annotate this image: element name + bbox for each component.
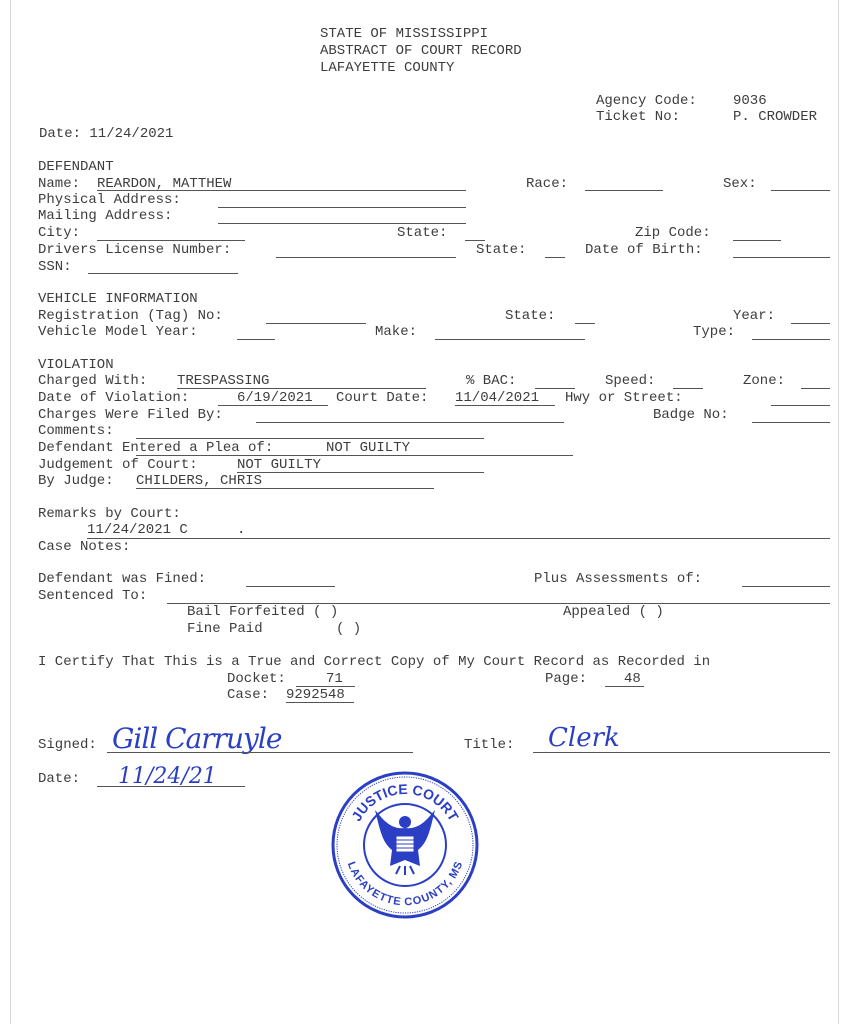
certify-statement: I Certify That This is a True and Correct Copy of My Court Record as Recorded in: [38, 654, 711, 670]
speed-label: Speed:: [605, 373, 656, 389]
speed-underline: [673, 388, 703, 389]
filed-by-label: Charges Were Filed By:: [38, 407, 223, 423]
drivers-license-underline: [276, 257, 456, 258]
signed-date-label: Date:: [38, 771, 81, 787]
model-year-underline: [237, 339, 275, 340]
signed-label: Signed:: [38, 737, 97, 753]
date-handwriting: 11/24/21: [118, 764, 217, 789]
ssn-underline: [88, 273, 238, 274]
drivers-license-label: Drivers License Number:: [38, 242, 232, 258]
agency-code-value: 9036: [733, 93, 767, 109]
mailing-address-label: Mailing Address:: [38, 208, 173, 224]
plea-value: NOT GUILTY: [326, 440, 411, 456]
city-label: City:: [38, 225, 81, 241]
assessments-underline: [742, 586, 830, 587]
fine-paid-label: Fine Paid: [187, 621, 263, 637]
ticket-no-label: Ticket No:: [596, 109, 681, 125]
plea-label: Defendant Entered a Plea of:: [38, 440, 274, 456]
name-value: REARDON, MATTHEW: [97, 176, 232, 192]
page-underline: [605, 686, 644, 687]
mailing-address-underline: [218, 223, 466, 224]
judgement-value: NOT GUILTY: [237, 457, 322, 473]
assessments-label: Plus Assessments of:: [534, 571, 703, 587]
vehicle-year-label: Year:: [733, 308, 776, 324]
header-state: STATE OF MISSISSIPPI: [320, 26, 489, 42]
type-underline: [752, 339, 830, 340]
fined-label: Defendant was Fined:: [38, 571, 207, 587]
justice-court-seal: [330, 770, 480, 920]
bac-label: % BAC:: [466, 373, 517, 389]
judge-value: CHILDERS, CHRIS: [136, 473, 263, 489]
city-underline: [97, 240, 245, 241]
violation-date-underline: [218, 405, 328, 406]
model-year-label: Vehicle Model Year:: [38, 324, 198, 340]
agency-code-label: Agency Code:: [596, 93, 697, 109]
sentenced-label: Sentenced To:: [38, 588, 148, 604]
vehicle-heading: VEHICLE INFORMATION: [38, 291, 198, 307]
make-underline: [435, 339, 585, 340]
sex-underline: [771, 190, 830, 191]
title-underline: [533, 752, 830, 753]
header-county: LAFAYETTE COUNTY: [320, 60, 455, 76]
bac-underline: [535, 388, 575, 389]
state-label: State:: [397, 225, 448, 241]
fined-underline: [246, 586, 335, 587]
charged-label: Charged With:: [38, 373, 148, 389]
appealed: Appealed ( ): [563, 604, 664, 620]
docket-value: 71: [326, 671, 343, 687]
court-date-label: Court Date:: [336, 390, 429, 406]
physical-address-underline: [218, 207, 466, 208]
court-date-value: 11/04/2021: [455, 390, 540, 406]
comments-underline: [136, 438, 484, 439]
judgement-underline: [237, 472, 484, 473]
page-right-edge: [838, 0, 839, 1024]
zip-label: Zip Code:: [635, 225, 711, 241]
race-label: Race:: [526, 176, 569, 192]
record-date: Date: 11/24/2021: [39, 126, 174, 142]
remarks-underline: [87, 538, 830, 539]
filed-by-underline: [256, 422, 564, 423]
judge-underline: [136, 488, 434, 489]
signed-underline: [107, 752, 413, 753]
type-label: Type:: [693, 324, 736, 340]
seal-top-text: JUSTICE COURT: [348, 780, 462, 824]
vehicle-state-label: State:: [505, 308, 556, 324]
sex-label: Sex:: [723, 176, 757, 192]
charged-underline: [177, 388, 426, 389]
physical-address-label: Physical Address:: [38, 192, 181, 208]
hwy-label: Hwy or Street:: [565, 390, 683, 406]
judgement-label: Judgement of Court:: [38, 457, 198, 473]
dob-underline: [733, 257, 830, 258]
page-left-edge: [10, 0, 11, 1024]
vehicle-year-underline: [791, 323, 830, 324]
dob-label: Date of Birth:: [585, 242, 703, 258]
remarks-label: Remarks by Court:: [38, 506, 181, 522]
state-underline: [465, 240, 485, 241]
case-notes-label: Case Notes:: [38, 539, 131, 555]
registration-label: Registration (Tag) No:: [38, 308, 223, 324]
make-label: Make:: [375, 324, 418, 340]
case-label: Case:: [227, 687, 270, 703]
hwy-underline: [771, 405, 830, 406]
vehicle-state-underline: [575, 323, 595, 324]
dl-state-label: State:: [476, 242, 527, 258]
violation-date-value: 6/19/2021: [237, 390, 313, 406]
ticket-no-value: P. CROWDER: [733, 109, 818, 125]
title-handwriting: Clerk: [548, 723, 620, 753]
defendant-heading: DEFENDANT: [38, 159, 114, 175]
zone-underline: [801, 388, 830, 389]
badge-underline: [752, 422, 830, 423]
fine-paid-box: ( ): [336, 621, 362, 637]
comments-label: Comments:: [38, 423, 114, 439]
zone-label: Zone:: [743, 373, 786, 389]
registration-underline: [266, 323, 366, 324]
name-label: Name:: [38, 176, 81, 192]
court-date-underline: [455, 405, 555, 406]
name-underline: [97, 190, 466, 191]
violation-date-label: Date of Violation:: [38, 390, 190, 406]
remarks-text: 11/24/2021 C: [87, 522, 188, 538]
date-underline: [97, 786, 245, 787]
page-value: 48: [624, 671, 641, 687]
eagle-emblem-icon: [375, 810, 435, 875]
remarks-dot: .: [237, 522, 246, 538]
title-label: Title:: [464, 737, 515, 753]
ssn-label: SSN:: [38, 259, 72, 275]
race-underline: [585, 190, 663, 191]
case-underline: [286, 702, 354, 703]
badge-label: Badge No:: [653, 407, 729, 423]
plea-underline: [136, 455, 573, 456]
violation-heading: VIOLATION: [38, 357, 114, 373]
signature-handwriting: Gill Carruyle: [112, 722, 282, 755]
dl-state-underline: [545, 257, 565, 258]
charged-value: TRESPASSING: [177, 373, 270, 389]
docket-label: Docket:: [227, 671, 286, 687]
page-label: Page:: [545, 671, 588, 687]
case-value: 9292548: [286, 687, 345, 703]
header-title: ABSTRACT OF COURT RECORD: [320, 43, 522, 59]
seal-bottom-text: LAFAYETTE COUNTY, MS: [344, 860, 466, 909]
judge-label: By Judge:: [38, 473, 114, 489]
bail-forfeited: Bail Forfeited ( ): [187, 604, 339, 620]
zip-underline: [733, 240, 781, 241]
